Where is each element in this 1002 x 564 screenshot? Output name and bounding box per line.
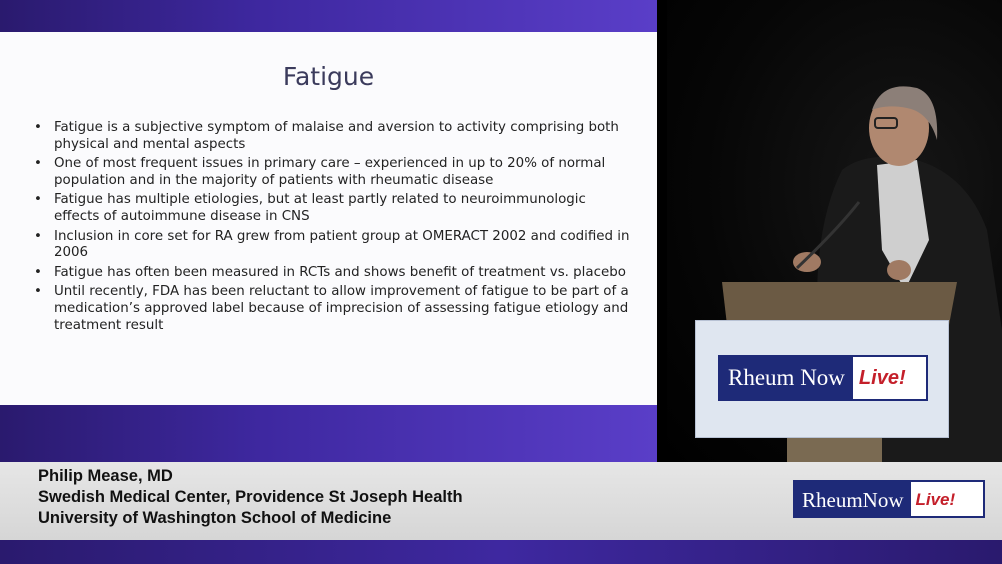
podium-rheumnow-logo [718,355,928,401]
panel-divider [657,0,667,462]
corner-logo-live: Live! [915,490,956,509]
podium-sign [695,320,949,438]
bullet-item: • Fatigue has multiple etiologies, but at least partly related to neuroimmunologic effects of autoimmune disease in CNS [34,192,634,225]
speaker-name: Philip Mease, MD [38,467,173,485]
slide-bottom-band [0,405,657,462]
slide-bullet-list [34,120,634,337]
bullet-item: • Inclusion in core set for RA grew from patient group at OMERACT 2002 and codified in 2006 [34,229,634,262]
podium-logo-live: Live! [858,367,906,389]
bullet-item: • One of most frequent issues in primary care – experienced in up to 20% of normal population and in the majority of patients with rheumatic disease [34,156,634,189]
slide-top-band [0,0,657,32]
bottom-purple-band [0,540,1002,564]
corner-rheumnow-logo [793,480,985,518]
speaker-caption [38,466,463,529]
slide-title: Fatigue [282,62,375,91]
bullet-item: • Until recently, FDA has been reluctant to allow improvement of fatigue to be part of a medication’s approved label because of imprecision of assessing fatigue etiology and treatment result [34,284,634,334]
bullet-item: • Fatigue is a subjective symptom of malaise and aversion to activity comprising both physical and mental aspects [34,120,634,153]
corner-logo-brand: RheumNow [795,482,911,516]
speaker-affiliation-2: University of Washington School of Medicine [38,509,392,527]
speaker-affiliation-1: Swedish Medical Center, Providence St Joseph Health [38,488,463,506]
podium-logo-brand: Rheum Now [720,357,853,399]
speaker-camera-feed [667,0,1002,462]
bullet-item: • Fatigue has often been measured in RCTs and shows benefit of treatment vs. placebo [34,265,634,282]
